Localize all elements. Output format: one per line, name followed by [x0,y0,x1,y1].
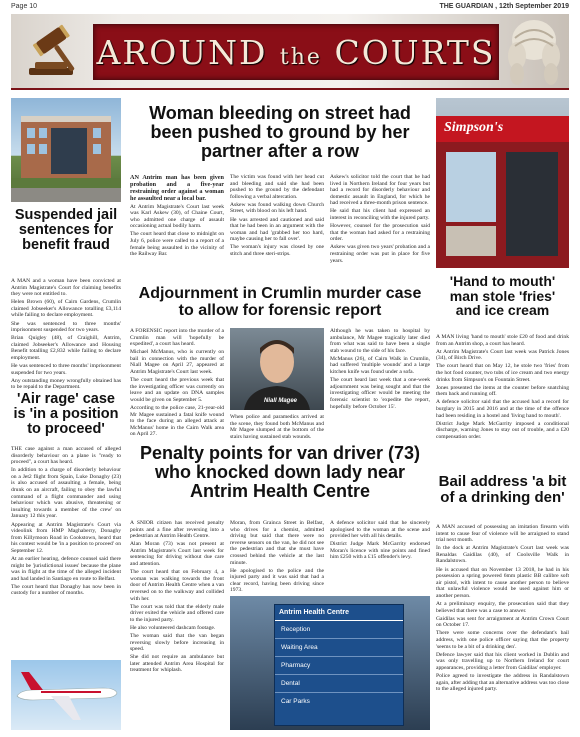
para: At Antrim Magistrate's Court last week was Patrick Jones (34), of Birch Drive. [436,348,569,362]
para: Gaidilas was sent for arraignment at Antrim Crown Court on October 17. [436,615,569,629]
portrait-caption: Niall Magee [264,398,298,404]
para: Michael McManus, who is currently on bail in connection with the murder of Niall Magee on April 27, appeared at Antrim Magistrate's Court last week. [130,349,224,376]
para: The woman said that the van began reversing slowly before increasing in speed. [130,633,224,653]
para: Appearing at Antrim Magistrate's Court via videolink from HMP Maghaberry, Donaghy from Killymoon Road in Cookstown, heard that his contest would be 'in a position to proceed' on September 12. [11,521,121,554]
para: At a preliminary enquiry, the prosecution said that they believed that there was a case to answer. [436,601,569,614]
para: THE case against a man accused of alleged disorderly behaviour on a plane is "ready to proceed", a court has heard. [11,446,121,466]
page-number: Page 10 [11,3,38,10]
story-van-col-1 [130,520,224,676]
para: Askew's solicitor told the court that he had lived in Northern Ireland for four years but had a record for disorderly behaviour and domestic assault in England, for which he had received a three-month prison sentence. [330,174,430,207]
para: Brian Quigley (48), of Craighill, Antrim, claimed Jobseeker's Allowance and Housing Benefit totalling £2,832 while failing to declare employment. [11,335,121,362]
para: A MAN accused of possessing an imitation firearm with intent to cause fear of violence will be arraigned to stand trial next month. [436,524,569,544]
para: The court heard that close to midnight on July 6, police were called to a report of a female being assaulted in the vicinity of the Railway Bar. [130,231,224,258]
para: AN Antrim man has been given probation and a five-year restraining order against a woman he assaulted near a local bar. [130,174,224,202]
judge-wig-icon [503,16,565,88]
para: Askew was given two years' probation and a restraining order was put in place for five years. [330,244,430,264]
building-illustration [11,98,121,202]
para: He also volunteered dashcam footage. [130,624,216,631]
para: At Antrim Magistrate's Court last week was Karl Askew (30), of Chaine Court, who admitted one charge of assault occasioning actual bodily harm. [130,203,224,230]
story-woman-col-3 [330,174,430,266]
court-building-photo [11,98,121,202]
headline-air-rage: 'Air rage' case is 'in a position to proceed' [13,391,119,438]
title-word-courts: COURTS [334,33,496,72]
sign-item-pharmacy: Pharmacy [275,657,403,675]
sign-item-reception: Reception [275,621,403,639]
para: District Judge Mark McGarrity endorsed Moran's licence with nine points and fined him £250 with a £15 offender's levy. [330,541,430,561]
para: The victim was found with her head cut and bleeding and said she had been pushed to the ground by the defendant following a verbal altercation. [230,174,324,200]
headline-woman-bleeding: Woman bleeding on street had been pushed to ground by her partner after a row [149,103,411,161]
plane-illustration [11,660,121,730]
para: A FORENSIC report into the murder of a Crumlin man will 'hopefully be expedited', a court has heard. [130,328,224,348]
para: She was sentenced to three months' imprisonment suspended for two years. [11,320,121,334]
para: In the dock at Antrim Magistrate's Court last week was Renaldas Gaidilas (40), of Coolsville Walk in Randalstown. [436,545,569,565]
paper-name-date: THE GUARDIAN , 12th September 2019 [439,3,569,10]
title-word-the: the [279,45,322,70]
story-van-col-2 [230,520,324,596]
para: A MAN and a woman have been convicted at Antrim Magistrate's Court for claiming benefits they were not entitled to. [11,278,121,298]
para: A defence solicitor said that the accused had a record for burglary in 2015 and 2016 and at the time of the offence had been residing in a hostel and 'living hand to mouth'. [436,399,569,419]
story-air-rage-body [11,446,121,599]
story-hand-body [436,334,569,442]
headline-penalty-points: Penalty points for van driver (73) who knocked down lady near Antrim Health Centre [139,443,421,501]
para: He was sentenced to three months' imprisonment suspended for two years. [11,363,121,376]
para: Although he was taken to hospital by ambulance, Mr Magee tragically later died from what was said to have been a single stab wound to the side of his face. [330,328,430,354]
page-folio [11,2,569,12]
sign-item-car-parks: Car Parks [281,698,310,705]
para: A defence solicitor said that he sincerely apologised to the woman at the scene and provided her with all his details. [330,520,430,540]
para: Alan Moran (73) was not present at Antrim Magistrate's Court last week for sentencing for driving without due care and attention. [130,541,224,568]
sign-item-dental: Dental [275,675,403,693]
para: According to the police case, 21-year-old Mr Magee sustained a fatal knife wound to the face during an alleged attack at McManus' home in the Cairn Walk area on April 27. [130,405,224,438]
para: However, counsel for the prosecution said that the woman had asked for a restraining order. [330,223,430,243]
story-murder-col-2b [230,414,324,442]
sign-title: Antrim Health Centre [275,605,403,621]
para: At an earlier hearing, defence counsel said there might be 'jurisdictional issues' because the plane was in flight at the time of the alleged incident and had landed in Santiago en route to Belfast. [11,556,121,582]
para: In addition to a charge of disorderly behaviour on a Jet2 flight from Spain, Luke Donaghy (23) is also accused of assaulting a female, being drunk on an aircraft, failing to obey the lawful command of a flight commander and using behaviour which was abusive, threatening or insulting towards a member of the crew' on January 12 this year. [11,467,121,520]
story-murder-col-1 [130,328,224,440]
title-word-around: AROUND [96,33,268,72]
para: He apologised to the police and the injured party and it was said that had a clear record, having been driving since 1973. [230,567,324,594]
para: When police and paramedics arrived at the scene, they found both McManus and Mr Magee slumped at the bottom of the stairs having sustained stab wounds. [230,414,324,440]
para: Defence lawyer said that his client worked in Dublin and was only travelling up to Northern Ireland for court appearances, providing a letter from Gaidilas' employer. [436,651,569,671]
para: There were some concerns over the defendant's bail address, with one police officer saying that the property 'seems to be a bit of a drinking den'. [436,630,569,650]
gavel-icon [25,24,85,78]
story-woman-col-1 [130,174,224,259]
para: He was arrested and cautioned and said that he had been in an argument with the woman and had 'grabbed her too hard, maybe causing her to fall over'. [230,216,324,243]
para: The woman's injury was closed by one stitch and three steri-strips. [230,244,324,258]
section-title [93,24,499,80]
para: A MAN living 'hand to mouth' stole £20 of food and drink from an Antrim shop, a court has heard. [436,334,569,347]
para: District Judge Mark McGarrity imposed a conditional discharge, warning Jones to stay out of trouble, and a £20 compensation order. [436,420,569,440]
story-murder-col-3 [330,328,430,412]
headline-adjournment-murder: Adjournment in Crumlin murder case to allow for forensic report [138,285,422,319]
shop-sign-text: Simpson's [444,120,504,135]
para: Any outstanding money wrongfully obtained has to be repaid to the Department. [11,377,121,391]
para: She did not require an ambulance but later attended Antrim Area Hospital for treatment for whiplash. [130,654,224,674]
para: The court heard that on February 4, a woman was walking towards the front door of Antrim Health Centre when a van reversed on to the walkway and collided with her. [130,569,224,602]
para: The court heard the previous week that the investigating officer was currently on leave and an update on DNA samples would be given on September 5. [130,377,224,403]
headline-bail-address: Bail address 'a bit of a drinking den' [438,473,567,506]
niall-magee-portrait [230,328,324,410]
story-bail-body [436,524,569,694]
headline-hand-to-mouth: 'Hand to mouth' man stole 'fries' and ice cream [449,273,556,319]
para: He said that his client had expressed an interest in reconciling with the injured party. [330,208,430,222]
para: The court heard that Donaghy has now been in custody for a number of months. [11,583,121,597]
para: Helen Brown (60), of Cairn Gardens, Crumlin claimed Jobseeker's Allowance totalling £3,114 while failing to declare employment. [11,299,121,319]
para: The court heard that on May 12, he stole two 'fries' from the hot food counter, two tubs of ice cream and two energy drinks from Simpson's on Fountain Street. [436,363,569,383]
health-centre-sign-photo [230,596,430,730]
para: The court heard last week that a one-week adjournment was being sought and that the investigating officer would be meeting the forensic scientist to 'expedite the report, hopefully before October 15'. [330,377,430,410]
headline-suspended-jail: Suspended jail sentences for benefit fraud [14,207,118,254]
para: A SNIOR citizen has received penalty points and a fine after reversing into a pedestrian at Antrim Health Centre. [130,520,224,540]
para: Jones presented the items at the counter before snatching them back and running off. [436,384,569,398]
story-woman-col-2 [230,174,324,259]
para: The court was told that the elderly male driver exited the vehicle and offered care to the injured party. [130,603,224,623]
para: Moran, from Grainca Street in Belfast, who drives for a chemist, admitted driving but said that there were no reverse sensors on the van, he did not see the pedestrian and that she must have crossed behind the vehicle at the last minute. [230,520,324,566]
para: Police agreed to investigate the address in Randalstown again, after adding that an alternative address was too close to the alleged injured party. [436,672,569,693]
story-van-col-3 [330,520,430,563]
sign-board [274,604,404,726]
sign-item-waiting-area: Waiting Area [275,639,403,657]
para: Askew was found walking down Church Street, with blood on his left hand. [230,201,324,215]
simpsons-shop-photo [436,98,569,268]
story-suspended-jail-body [11,278,121,393]
jet-plane-photo [11,660,121,730]
para: He is accused that on November 13 2018, he had in his possession a spring powered 6mm plastic BB calibre soft air pistol, with intent to cause another person to believe that unlawful violence would be used against him or another person. [436,566,569,599]
section-banner [11,14,569,90]
para: McManus (26), of Cairn Walk in Crumlin, had suffered 'multiple wounds' and a large kitchen knife was found under a sofa. [330,355,430,376]
